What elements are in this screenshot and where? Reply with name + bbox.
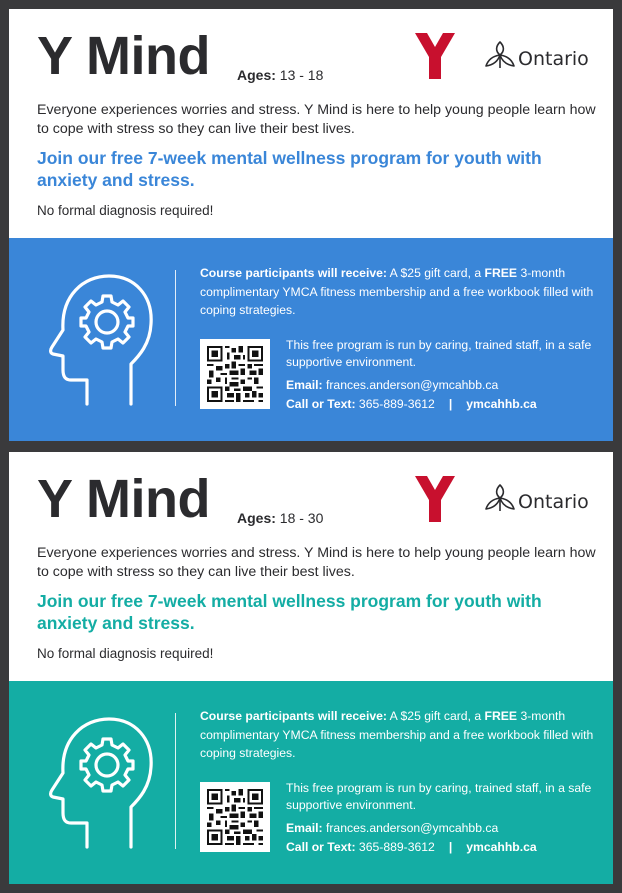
email-link[interactable]: frances.anderson@ymcahbb.ca — [325, 821, 499, 835]
separator: | — [448, 397, 453, 411]
intro-text: Everyone experiences worries and stress. Y Mind is here to help young people learn how to cope with stress so they can live their best lives. — [37, 102, 596, 137]
no-diagnosis-note: No formal diagnosis required! — [37, 203, 214, 218]
email-label: Email: — [286, 378, 323, 392]
contact-line — [286, 397, 537, 411]
card-title: Y Mind — [37, 26, 211, 86]
ontario-logo — [483, 39, 589, 71]
ages-range — [237, 510, 323, 526]
flyer-card-ages-13-18 — [9, 9, 613, 441]
info-band — [9, 681, 613, 884]
intro-text: Everyone experiences worries and stress. Y Mind is here to help young people learn how to cope with stress so they can live their best lives. — [37, 545, 596, 580]
free-emphasis: FREE — [484, 266, 518, 280]
program-headline: Join our free 7-week mental wellness program for youth with anxiety and stress. — [37, 591, 542, 633]
ontario-wordmark: Ontario — [518, 48, 589, 70]
participant-benefits — [200, 264, 600, 320]
email-line — [286, 378, 498, 392]
head-gear-icon — [31, 709, 155, 851]
website-link[interactable]: ymcahhb.ca — [466, 840, 537, 854]
contact-line — [286, 840, 537, 854]
free-emphasis: FREE — [484, 709, 518, 723]
ages-value: 13 - 18 — [279, 67, 324, 83]
ontario-trillium-icon — [483, 39, 517, 71]
email-link[interactable]: frances.anderson@ymcahbb.ca — [325, 378, 499, 392]
staff-note: This free program is run by caring, trained staff, in a safe supportive environment. — [286, 338, 592, 369]
call-label: Call or Text: — [286, 840, 356, 854]
vertical-divider — [175, 270, 176, 406]
email-label: Email: — [286, 821, 323, 835]
ymca-logo-icon — [413, 474, 457, 524]
card-title: Y Mind — [37, 469, 211, 529]
benefits-label: Course participants will receive: — [200, 266, 387, 280]
call-label: Call or Text: — [286, 397, 356, 411]
qr-code-icon — [207, 789, 263, 845]
benefits-label: Course participants will receive: — [200, 709, 387, 723]
qr-code[interactable] — [200, 782, 270, 852]
participant-benefits — [200, 707, 600, 763]
ages-range — [237, 67, 323, 83]
ages-value: 18 - 30 — [279, 510, 324, 526]
head-gear-icon — [31, 266, 155, 408]
ontario-trillium-icon — [483, 482, 517, 514]
qr-code[interactable] — [200, 339, 270, 409]
staff-note: This free program is run by caring, trained staff, in a safe supportive environment. — [286, 781, 592, 812]
benefits-text-2: 3-month complimentary YMCA fitness membership and a free workbook filled with coping strategies. — [200, 266, 594, 317]
benefits-text-2: 3-month complimentary YMCA fitness membership and a free workbook filled with coping strategies. — [200, 709, 594, 760]
ymca-logo-icon — [413, 31, 457, 81]
benefits-text-1: A $25 gift card, a — [389, 266, 482, 280]
phone-number[interactable]: 365-889-3612 — [358, 397, 435, 411]
flyer-card-ages-18-30 — [9, 452, 613, 884]
ages-label: Ages: — [237, 510, 276, 526]
qr-code-icon — [207, 346, 263, 402]
ontario-wordmark: Ontario — [518, 491, 589, 513]
ages-label: Ages: — [237, 67, 276, 83]
email-line — [286, 821, 498, 835]
no-diagnosis-note: No formal diagnosis required! — [37, 646, 214, 661]
phone-number[interactable]: 365-889-3612 — [358, 840, 435, 854]
ontario-logo — [483, 482, 589, 514]
benefits-text-1: A $25 gift card, a — [389, 709, 482, 723]
separator: | — [448, 840, 453, 854]
program-headline: Join our free 7-week mental wellness program for youth with anxiety and stress. — [37, 148, 542, 190]
vertical-divider — [175, 713, 176, 849]
website-link[interactable]: ymcahhb.ca — [466, 397, 537, 411]
info-band — [9, 238, 613, 441]
